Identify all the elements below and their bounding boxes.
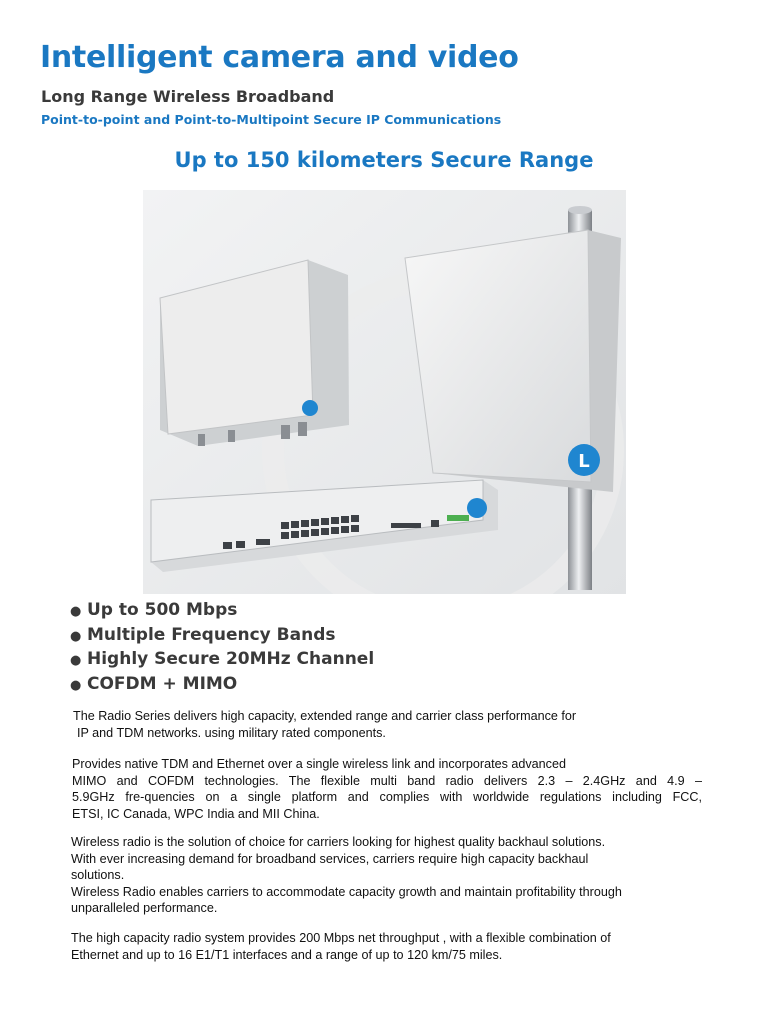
logo-letter: L [578, 451, 590, 472]
paragraph-line: solutions. [71, 868, 125, 882]
feature-item [70, 598, 374, 623]
bullet-icon: ● [70, 653, 82, 668]
feature-item [70, 672, 374, 697]
feature-list [70, 598, 374, 696]
paragraph-line: IP and TDM networks. using military rated components. [77, 725, 386, 740]
feature-item [70, 647, 374, 672]
paragraph-line: The Radio Series delivers high capacity, extended range and carrier class performance for [73, 709, 577, 723]
paragraph-line: MIMO and COFDM technologies. The flexible multi band radio delivers 2.3 – 2.4GHz and 4.9 – [72, 773, 702, 788]
feature-item [70, 623, 374, 648]
feature-text: Multiple Frequency Bands [87, 624, 336, 645]
product-photo [143, 190, 626, 594]
paragraph-line: Ethernet and up to 16 E1/T1 interfaces and a range of up to 120 km/75 miles. [71, 947, 503, 962]
paragraph-line: With ever increasing demand for broadband services, carriers require high capacity backhaul [71, 851, 589, 866]
paragraph-line: ETSI, IC Canada, WPC India and MII China. [72, 806, 320, 821]
paragraph-line: Wireless Radio enables carriers to accommodate capacity growth and maintain profitability through [71, 884, 622, 899]
paragraph-technology [72, 756, 702, 822]
bullet-icon: ● [70, 677, 82, 693]
paragraph-throughput [71, 930, 611, 963]
feature-text: Highly Secure 20MHz Channel [87, 649, 375, 669]
paragraph-backhaul [71, 834, 622, 917]
bullet-icon: ● [70, 604, 82, 619]
paragraph-line: 5.9GHz fre-quencies on a single platform and complies with worldwide regulations including FCC, [72, 790, 702, 804]
feature-text: Up to 500 Mbps [87, 600, 238, 620]
paragraph-line: Wireless radio is the solution of choice for carriers looking for highest quality backhaul solutions. [71, 835, 606, 849]
bullet-icon: ● [70, 628, 82, 644]
range-heading: Up to 150 kilometers Secure Range [174, 148, 594, 172]
logo-icon [302, 400, 318, 416]
page-title: Intelligent camera and video [40, 40, 519, 75]
paragraph-line: Provides native TDM and Ethernet over a single wireless link and incorporates advanced [72, 757, 566, 771]
paragraph-line: The high capacity radio system provides 200 Mbps net throughput , with a flexible combination of [71, 931, 611, 945]
logo-icon [467, 498, 487, 518]
tagline: Point-to-point and Point-to-Multipoint Secure IP Communications [41, 112, 502, 127]
page-subtitle: Long Range Wireless Broadband [41, 87, 335, 106]
paragraph-line: unparalleled performance. [71, 901, 218, 915]
paragraph-intro [73, 708, 576, 741]
flat-panel-antenna [405, 230, 621, 492]
product-illustration [143, 190, 626, 594]
feature-text: COFDM + MIMO [87, 673, 238, 694]
